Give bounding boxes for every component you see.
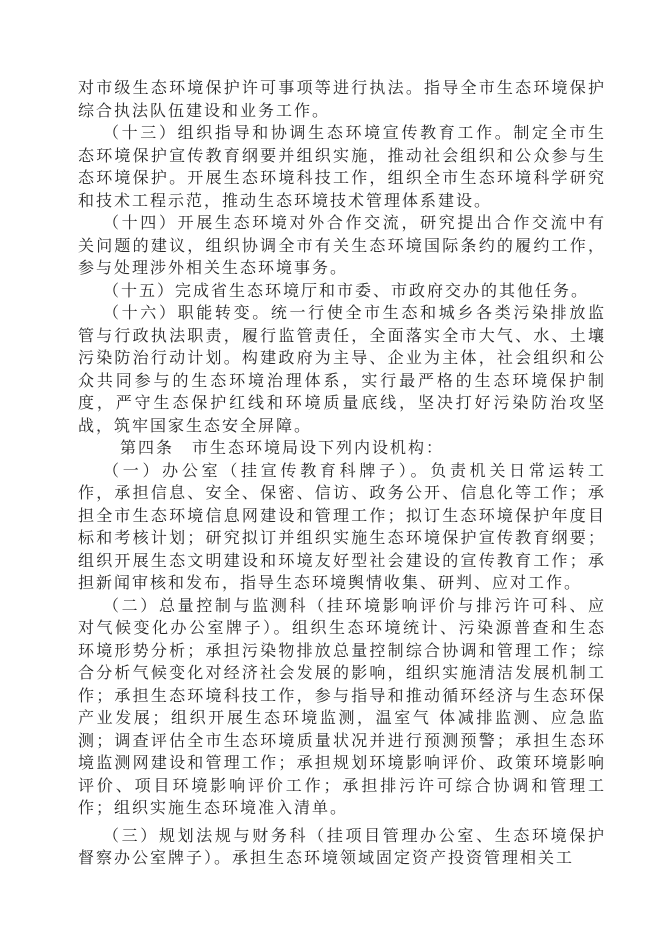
text-line: 评价、项目环境影响评价工作；承担排污许可综合协调和管理工: [78, 775, 604, 795]
text-line: 态环境保护。开展生态环境科技工作，组织全市生态环境科学研究: [78, 168, 604, 187]
text-line: （十六）职能转变。统一行使全市生态和城乡各类污染排放监: [103, 303, 604, 322]
text-line: 标和考核计划；研究拟订并组织实施生态环境保护宣传教育纲要；: [78, 528, 604, 547]
text-line: 污染防治行动计划。构建政府为主导、企业为主体，社会组织和公: [78, 348, 604, 367]
text-line: 综合执法队伍建设和业务工作。: [78, 100, 331, 120]
text-line: 参与处理涉外相关生态环境事务。: [78, 258, 349, 277]
text-line: （一）办公室（挂宣传教育科牌子）。负责机关日常运转工: [103, 460, 604, 480]
text-line: 对市级生态环境保护许可事项等进行执法。指导全市生态环境保护: [78, 78, 604, 97]
text-line: 环境形势分析；承担污染物排放总量控制综合协调和管理工作；综: [78, 640, 604, 660]
text-line: 作；组织实施生态环境准入清单。: [78, 798, 349, 817]
text-line: 担全市生态环境信息网建设和管理工作；拟订生态环境保护年度目: [78, 505, 604, 525]
text-line: 担新闻审核和发布，指导生态环境舆情收集、研判、应对工作。: [78, 573, 583, 592]
text-line: 对气候变化办公室牌子）。组织生态环境统计、污染源普查和生态: [78, 618, 604, 637]
text-line: 组织开展生态文明建设和环境友好型社会建设的宣传教育工作；承: [78, 550, 604, 570]
text-line: 测；调查评估全市生态环境质量状况并进行预测预警；承担生态环: [78, 730, 604, 750]
text-line: 督察办公室牌子）。承担生态环境领域固定资产投资管理相关工: [78, 848, 575, 867]
text-line: 态环境保护宣传教育纲要并组织实施，推动社会组织和公众参与生: [78, 145, 604, 165]
text-line: 和技术工程示范，推动生态环境技术管理体系建设。: [78, 190, 493, 210]
text-line: （十四）开展生态环境对外合作交流，研究提出合作交流中有: [103, 213, 604, 232]
text-line: 众共同参与的生态环境治理体系，实行最严格的生态环境保护制: [78, 370, 604, 390]
text-line: （二）总量控制与监测科（挂环境影响评价与排污许可科、应: [103, 595, 604, 615]
text-line: （三）规划法规与财务科（挂项目管理办公室、生态环境保护: [103, 825, 604, 845]
text-line: 管与行政执法职责，履行监管责任，全面落实全市大气、水、土壤: [78, 325, 604, 345]
text-line: 作，承担信息、安全、保密、信访、政务公开、信息化等工作；承: [78, 483, 604, 502]
text-line: 产业发展；组织开展生态环境监测，温室气 体减排监测、应急监: [78, 708, 604, 727]
text-line: （十五）完成省生态环境厅和市委、市政府交办的其他任务。: [103, 280, 590, 300]
text-line: 度，严守生态保护红线和环境质量底线，坚决打好污染防治攻坚: [78, 393, 604, 412]
text-line: 合分析气候变化对经济社会发展的影响，组织实施清洁发展机制工: [78, 663, 604, 682]
text-line: （十三）组织指导和协调生态环境宣传教育工作。制定全市生: [103, 123, 604, 142]
text-line: 境监测网建设和管理工作；承担规划环境影响评价、政策环境影响: [78, 753, 604, 772]
text-line: 关问题的建议，组织协调全市有关生态环境国际条约的履约工作，: [78, 235, 604, 255]
text-line: 第四条 市生态环境局设下列内设机构：: [120, 438, 445, 457]
text-line: 战，筑牢国家生态安全屏障。: [78, 415, 313, 435]
text-line: 作；承担生态环境科技工作，参与指导和推动循环经济与生态环保: [78, 685, 604, 705]
